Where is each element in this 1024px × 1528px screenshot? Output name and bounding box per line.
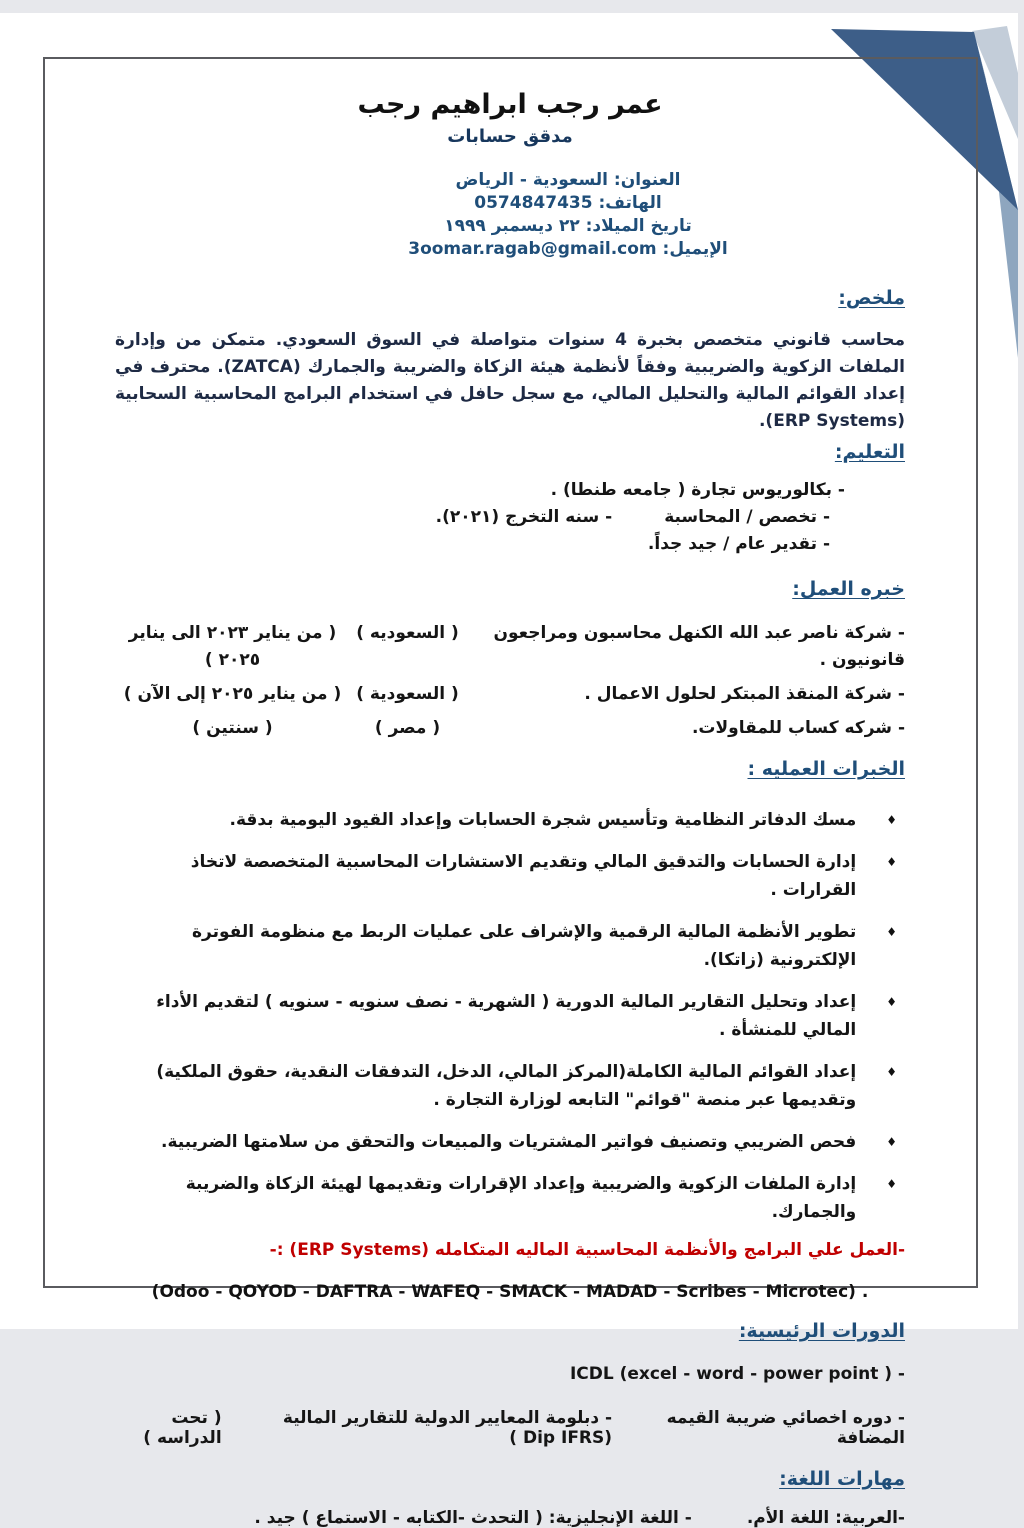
education-heading: التعليم: [834,441,905,463]
course-ifrs: - دبلومة المعايير الدولية للتقارير المالية (Dip IFRS ) [282,1408,613,1448]
list-item [115,988,897,1044]
list-item [115,1058,897,1114]
language-arabic: -العربية: اللغة الأم. [746,1508,905,1528]
contact-phone: الهاتف: 0574847435 [474,193,662,213]
contact-address: العنوان: السعودية - الرياض [455,170,681,190]
skill-text: إعداد وتحليل التقارير المالية الدورية ( الشهرية - نصف سنويه - سنويه ) لتقديم الأداء المالي للمنشأة . [156,992,857,1040]
languages-heading: مهارات اللغة: [779,1468,905,1490]
experience-table [115,620,905,742]
contact-email: الإيميل: 3oomar.ragab@gmail.com [408,239,728,259]
experience-company: - شركه كساب للمقاولات. [691,718,905,738]
experience-country: ( السعوديه ) [356,623,459,643]
list-item [115,848,897,904]
experience-company: - شركة ناصر عبد الله الكنهل محاسبون ومراجعون قانونيون . [493,623,905,670]
candidate-name: عمر رجب ابراهيم رجب [357,89,663,120]
diamond-bullet-icon: ♦ [886,813,897,827]
languages-row [115,1508,905,1528]
skill-text: مسك الدفاتر النظامية وتأسيس شجرة الحسابات وإعداد القيود اليومية بدقة. [229,810,857,830]
list-item [115,918,897,974]
education-graduation-year: - سنه التخرج (٢٠٢١). [435,507,613,527]
skill-text: فحص الضريبي وتصنيف فواتير المشتريات والمبيعات والتحقق من سلامتها الضريبية. [160,1132,857,1152]
practical-skills-heading: الخبرات العمليه : [747,758,905,780]
cv-content [115,13,905,1528]
contact-block [173,169,963,261]
list-item [115,806,897,834]
course-row [115,1408,905,1448]
experience-company: - شركة المنقذ المبتكر لحلول الاعمال . [584,684,905,704]
diamond-bullet-icon: ♦ [886,1135,897,1149]
skill-text: إعداد القوائم المالية الكاملة(المركز المالي، الدخل، التدفقات النقدية، حقوق الملكية) وتقديمها عبر منصة "قوائم" التابعه لوزارة التجارة . [156,1062,857,1110]
skill-text: تطوير الأنظمة المالية الرقمية والإشراف على عمليات الربط مع منظومة الفوترة الإلكترونية (زاتكا). [192,922,857,970]
diamond-bullet-icon: ♦ [886,1177,897,1191]
education-block [115,477,905,558]
erp-programs-list: (Odoo - QOYOD - DAFTRA - WAFEQ - SMACK - MADAD - Scribes - Microtec) . [151,1282,869,1302]
education-grade: - تقدير عام / جيد جداً. [647,534,830,554]
course-vat: - دوره اخصائي ضريبة القيمه المضافة [666,1408,905,1448]
education-major: - تخصص / المحاسبة [664,507,830,527]
experience-country: ( مصر ) [374,718,441,738]
summary-heading: ملخص: [838,287,905,309]
practical-skills-list [115,806,905,1226]
summary-text: محاسب قانوني متخصص بخبرة 4 سنوات متواصلة في السوق السعودي. متمكن من وإدارة الملفات الزكوية والضريبية وفقاً لأنظمة هيئة الزكاة والضريبة والجمارك (ZATCA). محترف في إعداد القوائم المالية والتحليل المالي، مع سجل حافل في استخدام البرامج المحاسبية السحابية (ERP Systems). [115,330,906,431]
diamond-bullet-icon: ♦ [886,855,897,869]
candidate-job-title: مدقق حسابات [447,126,573,147]
document-page [0,13,1018,1528]
skill-text: إدارة الملفات الزكوية والضريبية وإعداد الإقرارات وتقديمها لهيئة الزكاة والضريبة والجمارك. [185,1174,857,1222]
diamond-bullet-icon: ♦ [886,995,897,1009]
language-english: - اللغة الإنجليزية: ( التحدث -الكتابه - الاستماع ) جيد . [254,1508,692,1528]
education-major-row [175,504,905,531]
diamond-bullet-icon: ♦ [886,1065,897,1079]
experience-period: ( من يناير ٢٠٢٥ إلى الآن ) [123,684,342,704]
list-item [115,1128,897,1156]
erp-systems-note: -العمل علي البرامج والأنظمة المحاسبية الماليه المتكامله (ERP Systems) :- [269,1240,905,1260]
skill-text: إدارة الحسابات والتدقيق المالي وتقديم الاستشارات المحاسبية المتخصصة لاتخاذ القرارات . [190,852,857,900]
experience-country: ( السعودية ) [356,684,459,704]
course-icdl: ICDL (excel - word - power point ) - [569,1364,905,1384]
diamond-bullet-icon: ♦ [886,925,897,939]
courses-heading: الدورات الرئيسية: [738,1320,905,1342]
contact-birth-date: تاريخ الميلاد: ٢٢ ديسمبر ١٩٩٩ [444,216,692,236]
course-under-study: ( تحت الدراسه ) [143,1408,222,1448]
list-item [115,1170,897,1226]
experience-period: ( من يناير ٢٠٢٣ الى يناير ٢٠٢٥ ) [128,623,337,670]
education-degree: - بكالوريوس تجارة ( جامعه طنطا) . [550,480,845,500]
experience-period: ( سنتين ) [192,718,273,738]
experience-heading: خبره العمل: [792,578,905,600]
